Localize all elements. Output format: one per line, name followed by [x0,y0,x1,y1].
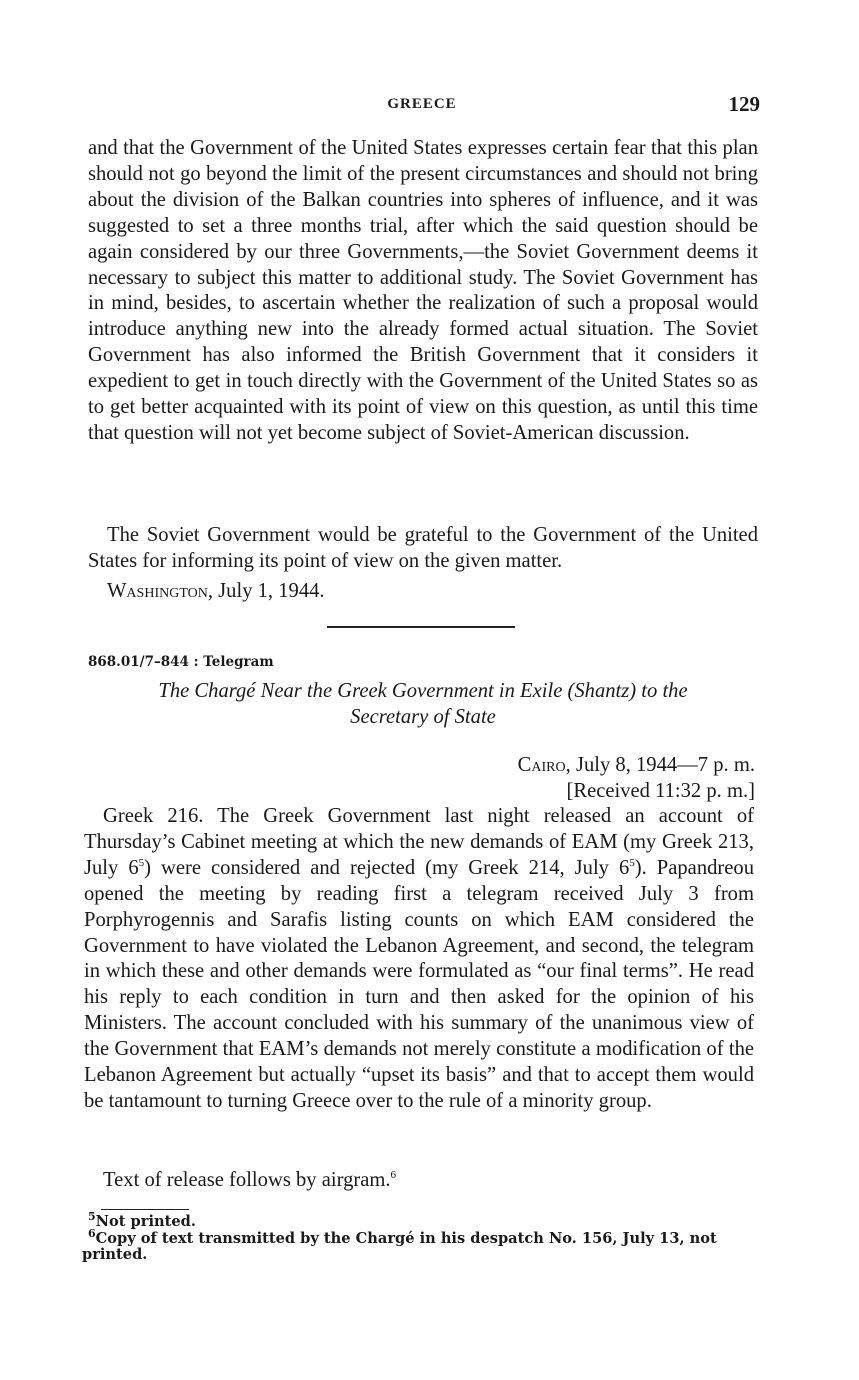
running-title: GREECE [387,96,457,112]
received-time: [Received 11:32 p. m.] [566,780,755,802]
heading-line-2: Secretary of State [350,706,496,728]
dateline-time: July 8, 1944—7 p. m. [575,754,755,776]
footnote-ref-5a: 5 [138,856,145,869]
footnote-divider [101,1209,189,1210]
telegram-body [84,804,754,1115]
footnote-ref-5b: 5 [629,856,635,869]
page-number: 129 [728,92,760,116]
running-head [84,92,760,120]
telegram-body-part-2: ) were considered and rejected (my Greek 214, July 6 [144,856,630,879]
paragraph-soviet-note: and that the Government of the United States expresses certain fear that this plan should not go beyond the limit of the present circumstances and should not bring about the division of the Balkan countries into spheres of influence, and it was suggested to set a three months trial, after which the said question should be again considered by our three Governments,—the Soviet Government deems it necessary to subject this matter to additional study. The Soviet Government has in mind, besides, to ascertain whether the realization of such a proposal would introduce anything new into the already formed actual situation. The Soviet Government has also informed the British Government that it considers it expedient to get in touch directly with the Government of the United States so as to get better acquainted with its point of view on this question, as until this time that question will not yet become subject of Soviet-American discussion. [88,137,758,444]
signoff-date: July 1, 1944. [218,580,325,602]
dateline [518,752,755,778]
dateline-place: Cairo, [517,754,571,776]
closing-text: Text of release follows by airgram. [103,1169,391,1191]
footnote-ref-6: 6 [390,1169,397,1182]
telegram-body-part-1: Greek 216. The Greek Government last night released an account of Thursday’s Cabinet meeting at which the new demands of EAM (my Greek 213, July 6 [84,805,754,879]
heading-line-1: The Chargé Near the Greek Government in Exile (Shantz) to the [158,680,688,702]
footnotes [82,1210,758,1264]
signoff-line [107,580,325,603]
footnote-marker: 6 [88,1226,96,1240]
footnote-5 [82,1210,758,1231]
footnote-text: Not printed. [95,1213,196,1230]
footnote-6 [82,1226,758,1264]
paragraph-soviet-request: The Soviet Government would be grateful to the Government of the United States for informing its point of view on the given matter. [88,524,758,572]
telegram-body-part-3: ). Papandreou opened the meeting by reading first a telegram received July 3 from Porphyrogennis and Sarafis listing counts on which EAM considered the Government to have violated the Lebanon Agreement, and second, the telegram in which these and other demands were formulated as “our final terms”. He read his reply to each condition in turn and then asked for the opinion of his Ministers. The account concluded with his summary of the unanimous view of the Government that EAM’s demands not merely constitute a modification of the Lebanon Agreement but actually “upset its basis” and that to accept them would be tantamount to turning Greece over to the rule of a minority group. [84,856,755,1112]
document-heading [88,678,758,730]
file-reference: 868.01/7–844 : Telegram [88,654,274,670]
closing-line [84,1168,754,1194]
section-divider [327,626,515,628]
footnote-text: Copy of text transmitted by the Chargé in his despatch No. 156, July 13, not printed. [82,1229,717,1263]
signoff-place: Washington, [107,580,213,602]
footnote-marker: 5 [88,1210,96,1224]
